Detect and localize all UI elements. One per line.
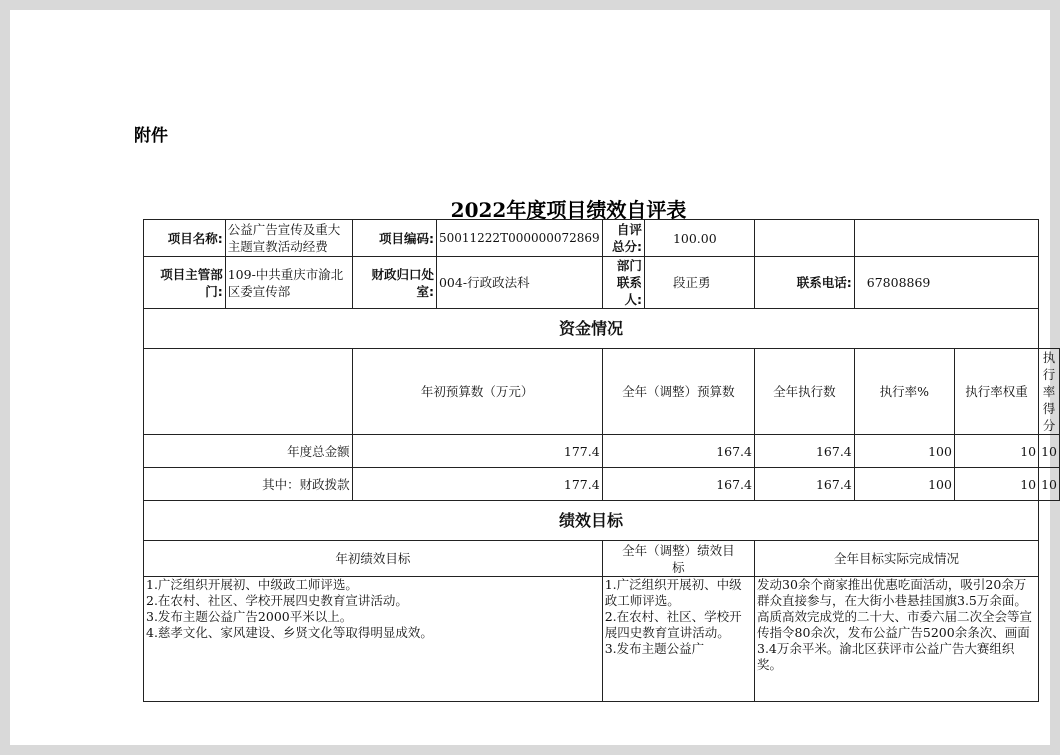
funds-section-row [144, 309, 1060, 349]
funds-section-title: 资金情况 [144, 309, 1039, 349]
funds-col-blank [144, 349, 353, 435]
goals-initial-content: 1.广泛组织开展初、中级政工师评选。 2.在农村、社区、学校开展四史教育宣讲活动。 3.发布主题公益广告2000平米以上。 4.慈孝文化、家风建设、乡贤文化等取得明显成效。 [146, 577, 433, 640]
phone-value: 67808869 [854, 257, 1038, 309]
score-value: 100.00 [644, 220, 754, 257]
funds-col-weight: 执行率权重 [954, 349, 1038, 435]
finance-office-label: 财政归口处室: [352, 257, 436, 309]
goals-col-actual: 全年目标实际完成情况 [755, 541, 1039, 577]
empty-cell [755, 220, 855, 257]
funds-col-adjusted-budget: 全年（调整）预算数 [602, 349, 754, 435]
score-label: 自评总分: [602, 220, 644, 257]
funds-cell: 10 [1039, 468, 1060, 501]
funds-cell: 10 [1039, 435, 1060, 468]
goals-initial-text [144, 577, 603, 702]
funds-header-row [144, 349, 1060, 435]
funds-cell: 167.4 [755, 435, 855, 468]
phone-label: 联系电话: [755, 257, 855, 309]
funds-cell: 177.4 [352, 435, 602, 468]
goals-section-title: 绩效目标 [144, 501, 1039, 541]
goals-col-adjusted: 全年（调整）绩效目标 [602, 541, 754, 577]
funds-row-label: 年度总金额 [144, 435, 353, 468]
funds-cell: 10 [954, 435, 1038, 468]
goals-actual-text [755, 577, 1039, 702]
self-evaluation-table [143, 219, 1060, 702]
contact-value: 段正勇 [644, 257, 754, 309]
goals-actual-content: 发动30余个商家推出优惠吃面活动，吸引20余万群众直接参与，在大街小巷悬挂国旗3.5万余面。高质高效完成党的二十大、市委六届二次全会等宣传指令80余次，发布公益广告5200余条次、画面3.4万余平米。渝北区获评市公益广告大赛组织奖。 [757, 577, 1033, 672]
funds-cell: 100 [854, 435, 954, 468]
goals-header-row [144, 541, 1060, 577]
goals-adjusted-text [602, 577, 754, 702]
funds-row-fiscal [144, 468, 1060, 501]
project-name-value: 公益广告宣传及重大主题宣教活动经费 [225, 220, 352, 257]
project-code-label: 项目编码: [352, 220, 436, 257]
dept-label: 项目主管部门: [144, 257, 226, 309]
empty-cell [854, 220, 1038, 257]
form-title: 2022年度项目绩效自评表 [450, 198, 687, 222]
dept-value: 109-中共重庆市渝北区委宣传部 [225, 257, 352, 309]
goals-col-initial: 年初绩效目标 [144, 541, 603, 577]
funds-cell: 167.4 [602, 435, 754, 468]
project-code-value: 50011222T000000072869 [436, 220, 602, 257]
project-name-label: 项目名称: [144, 220, 226, 257]
funds-cell: 167.4 [602, 468, 754, 501]
funds-col-executed: 全年执行数 [755, 349, 855, 435]
funds-row-label: 其中：财政拨款 [144, 468, 353, 501]
goals-content-row [144, 577, 1060, 702]
funds-cell: 100 [854, 468, 954, 501]
finance-office-value: 004-行政政法科 [436, 257, 602, 309]
funds-col-initial-budget: 年初预算数（万元） [352, 349, 602, 435]
attachment-label: 附件 [134, 126, 168, 146]
funds-col-score: 执行率得分 [1039, 349, 1060, 435]
funds-col-rate: 执行率% [854, 349, 954, 435]
header-row-2 [144, 257, 1060, 309]
funds-cell: 167.4 [755, 468, 855, 501]
goals-section-row [144, 501, 1060, 541]
contact-label: 部门联系人: [602, 257, 644, 309]
funds-cell: 177.4 [352, 468, 602, 501]
header-row-1 [144, 220, 1060, 257]
goals-adjusted-content: 1.广泛组织开展初、中级政工师评选。 2.在农村、社区、学校开展四史教育宣讲活动。 3.发布主题公益广 [604, 577, 742, 656]
funds-cell: 10 [954, 468, 1038, 501]
funds-row-total [144, 435, 1060, 468]
